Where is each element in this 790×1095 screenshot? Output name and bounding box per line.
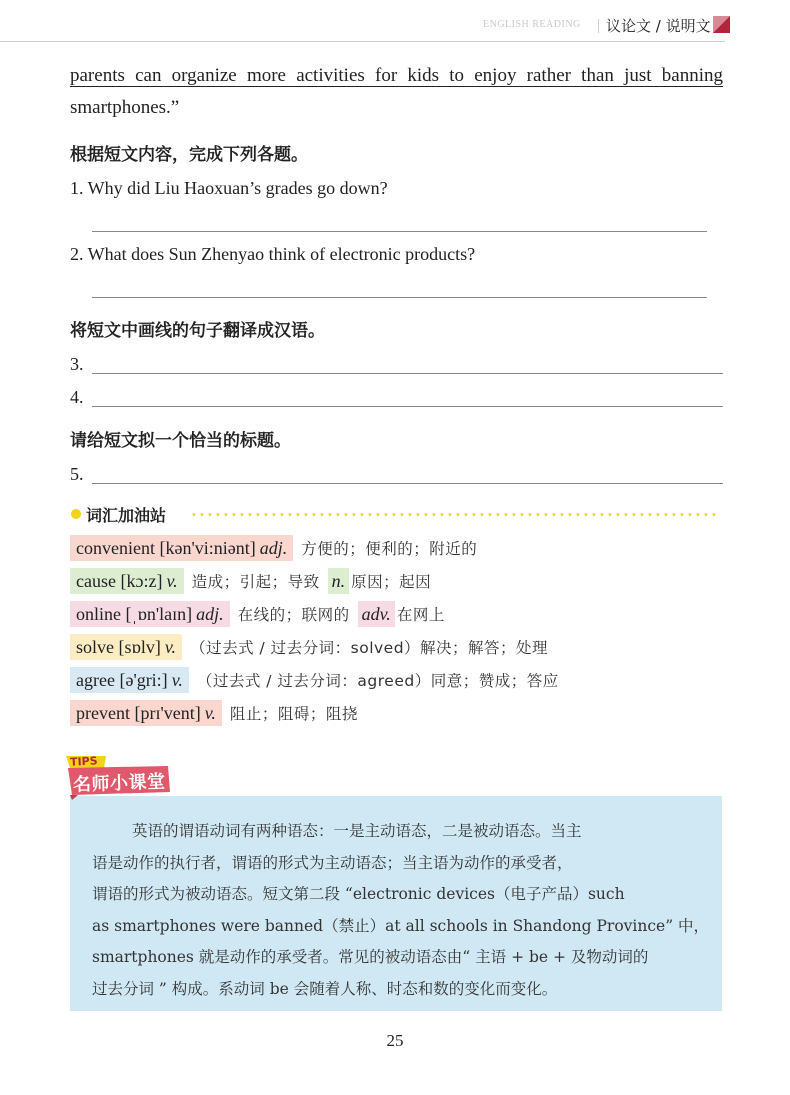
passage-line-2: smartphones.”: [70, 97, 180, 118]
item-number-5: 5.: [70, 464, 84, 484]
vocab-item: [70, 568, 431, 594]
vocab-word: solve [sɒlv]: [76, 636, 161, 657]
tips-line: 英语的谓语动词有两种语态：一是主动语态，二是被动语态。当主: [132, 822, 582, 840]
vocab-extra-pos: n.: [328, 568, 350, 594]
tips-line: 过去分词 ” 构成。系动词 be 会随着人称、时态和数的变化而变化。: [92, 979, 558, 998]
vocab-item: [70, 667, 559, 693]
tips-line: 谓语的形式为被动语态。短文第二段 “electronic devices（电子产品）such: [92, 885, 625, 903]
item-number-4: 4.: [70, 387, 84, 407]
answer-line-1[interactable]: [92, 231, 707, 232]
vocab-item: [70, 535, 477, 561]
vocab-pos: v.: [171, 669, 183, 690]
vocab-extra-definition: 在网上: [396, 606, 445, 624]
vocab-item: [70, 601, 445, 627]
answer-line-4[interactable]: [92, 406, 723, 407]
question-1: 1. Why did Liu Haoxuan’s grades go down?: [70, 178, 388, 198]
vocab-extra-pos: adv.: [358, 601, 395, 627]
passage-text: [70, 60, 723, 124]
header-separator: [598, 19, 599, 33]
vocab-word: online [ˌɒn'laɪn]: [76, 603, 193, 624]
tips-badge: [64, 754, 172, 800]
vocab-item: [70, 700, 358, 726]
vocab-word-tag: [70, 700, 222, 726]
vocab-word-tag: [70, 601, 230, 627]
header-series: ENGLISH READING: [483, 19, 581, 30]
tips-text: [92, 816, 710, 1005]
vocab-pos: v.: [164, 636, 177, 657]
vocab-pos: adj.: [259, 537, 288, 558]
vocab-pos: v.: [204, 702, 216, 723]
question-2: 2. What does Sun Zhenyao think of electronic products?: [70, 244, 476, 264]
page-number: 25: [386, 1031, 404, 1050]
header-section: 议论文 / 说明文: [606, 17, 711, 35]
vocab-word: agree [ə'gri:]: [76, 669, 168, 690]
item-number-3: 3.: [70, 354, 84, 374]
vocab-word: cause [kɔ:z]: [76, 570, 163, 591]
vocab-pos: adj.: [196, 603, 224, 624]
passage-line-1: parents can organize more activities for kids to enjoy rather than just banning: [70, 65, 723, 86]
vocab-definition: （过去式 / 过去分词：solved）解决；解答；处理: [190, 639, 549, 657]
vocab-word-tag: [70, 667, 189, 693]
tips-line: smartphones 就是动作的承受者。常见的被动语态由“ 主语 + be + 及物动词的: [92, 948, 649, 966]
vocab-definition: 在线的；联网的: [237, 606, 350, 624]
header-accent-icon: [713, 16, 730, 33]
vocab-extra-definition: 原因；起因: [351, 573, 432, 591]
header-rule: [0, 41, 725, 42]
vocab-word-tag: [70, 535, 293, 561]
vocab-dotted-divider: [190, 513, 720, 516]
tips-line: 语是动作的执行者，谓语的形式为主动语态；当主语为动作的承受者，: [92, 853, 573, 872]
section-c-instruction: 请给短文拟一个恰当的标题。: [70, 431, 291, 451]
vocab-title: 词汇加油站: [86, 506, 167, 525]
answer-line-2[interactable]: [92, 297, 707, 298]
vocab-word: prevent [prɪ'vent]: [76, 702, 201, 723]
tips-line: as smartphones were banned（禁止）at all schools in Shandong Province” 中，: [92, 916, 710, 935]
vocab-word-tag: [70, 634, 182, 660]
answer-line-5[interactable]: [92, 483, 723, 484]
vocab-pos: v.: [166, 570, 178, 591]
vocab-word-tag: [70, 568, 184, 594]
tips-label: TIPS: [69, 754, 98, 769]
section-a-instruction: 根据短文内容，完成下列各题。: [70, 145, 308, 165]
vocab-definition: 方便的；便利的；附近的: [301, 540, 478, 558]
vocab-definition: 造成；引起；导致: [191, 573, 320, 591]
vocab-definition: 阻止；阻碍；阻挠: [229, 705, 358, 723]
answer-line-3[interactable]: [92, 373, 723, 374]
vocab-definition: （过去式 / 过去分词：agreed）同意；赞成；答应: [196, 672, 559, 690]
vocab-word: convenient [kən'vi:niənt]: [76, 537, 256, 558]
vocab-bullet-icon: [71, 509, 81, 519]
vocab-item: [70, 634, 548, 660]
section-b-instruction: 将短文中画线的句子翻译成汉语。: [70, 321, 325, 341]
tips-title: 名师小课堂: [72, 771, 166, 796]
